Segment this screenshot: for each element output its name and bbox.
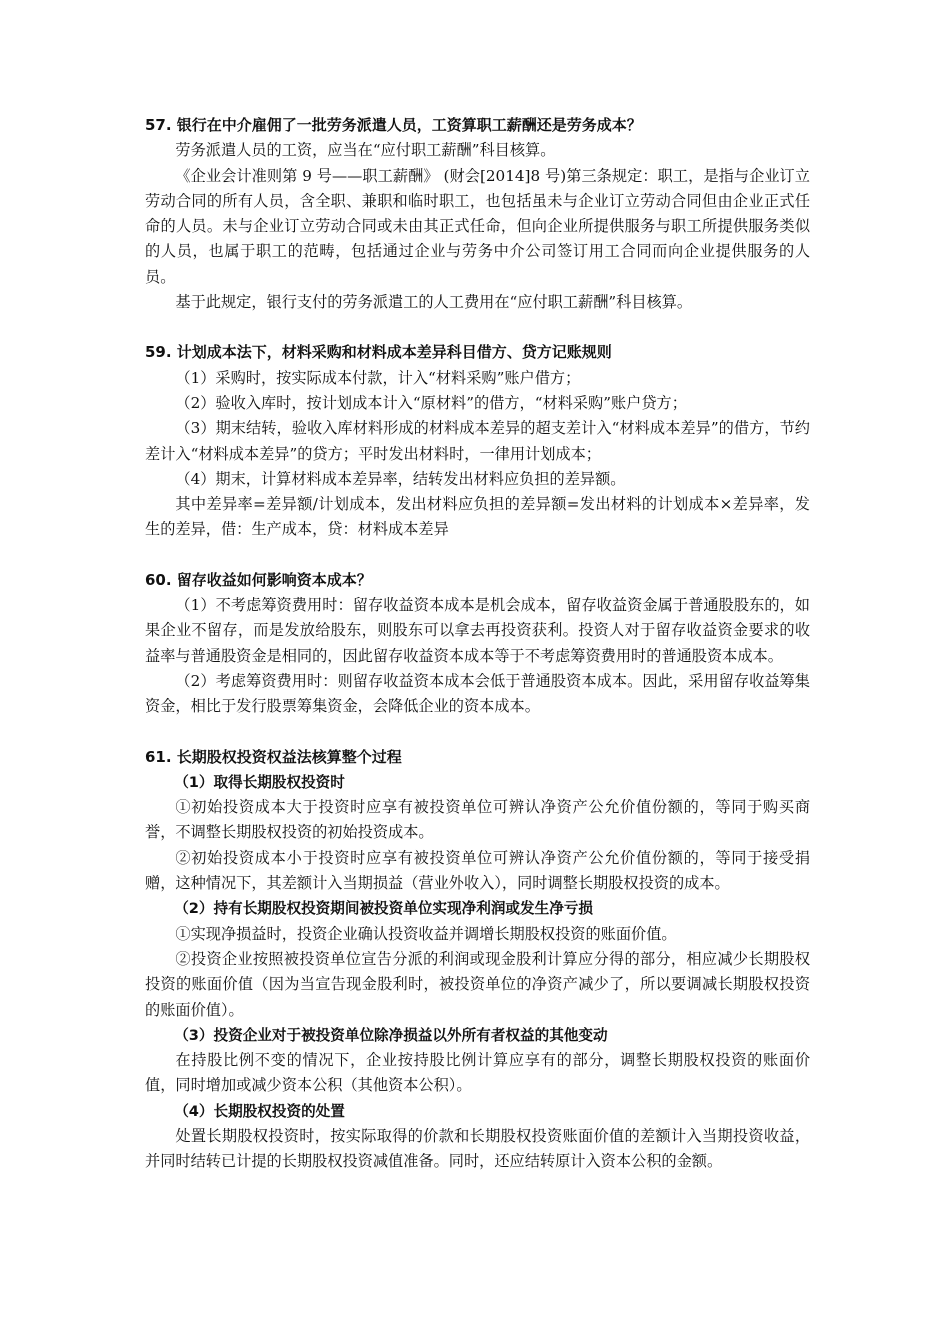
section-60 [145, 568, 810, 720]
section-spacer [145, 315, 810, 340]
section-heading: 61. 长期股权投资权益法核算整个过程 [145, 747, 402, 766]
document-body [145, 113, 810, 1175]
section-61 [145, 745, 810, 1175]
section-heading: 57. 银行在中介雇佣了一批劳务派遣人员，工资算职工薪酬还是劳务成本？ [145, 116, 642, 134]
paragraph: ②初始投资成本小于投资时应享有被投资单位可辨认净资产公允价值份额的，等同于接受捐赠，这种情况下，其差额计入当期损益（营业外收入），同时调整长期股权投资的成本。 [145, 848, 810, 893]
paragraph: （1）不考虑筹资费用时：留存收益资本成本是机会成本，留存收益资金属于普通股股东的，如果企业不留存，而是发放给股东，则股东可以拿去再投资获利。投资人对于留存收益资金要求的收益率与普通股资金是相同的，因此留存收益资本成本等于不考虑筹资费用时的普通股资本成本。 [145, 596, 810, 665]
subsection-heading: （2）持有长期股权投资期间被投资单位实现净利润或发生净亏损 [174, 900, 593, 918]
paragraph: 在持股比例不变的情况下，企业按持股比例计算应享有的部分，调整长期股权投资的账面价值，同时增加或减少资本公积（其他资本公积）。 [145, 1051, 810, 1095]
section-heading: 60. 留存收益如何影响资本成本？ [145, 570, 372, 589]
section-57 [145, 113, 810, 315]
section-spacer [145, 720, 810, 745]
paragraph: 劳务派遣人员的工资，应当在“应付职工薪酬”科目核算。 [175, 141, 556, 160]
paragraph: （3）期末结转，验收入库材料形成的材料成本差异的超支差计入“材料成本差异”的借方，节约差计入“材料成本差异”的贷方；平时发出材料时，一律用计划成本； [145, 419, 810, 463]
subsection-heading: （4）长期股权投资的处置 [174, 1102, 345, 1120]
section-59 [145, 340, 810, 542]
paragraph: 基于此规定，银行支付的劳务派遣工的人工费用在“应付职工薪酬”科目核算。 [175, 293, 693, 312]
paragraph: 处置长期股权投资时，按实际取得的价款和长期股权投资账面价值的差额计入当期投资收益，并同时结转已计提的长期股权投资减值准备。同时，还应结转原计入资本公积的金额。 [145, 1126, 810, 1171]
paragraph: 其中差异率=差异额/计划成本，发出材料应负担的差异额=发出材料的计划成本×差异率，发生的差异，借：生产成本，贷：材料成本差异 [145, 495, 810, 539]
paragraph: （2）考虑筹资费用时：则留存收益资本成本会低于普通股资本成本。因此，采用留存收益筹集资金，相比于发行股票筹集资金，会降低企业的资本成本。 [145, 671, 810, 716]
paragraph: ①实现净损益时，投资企业确认投资收益并调增长期股权投资的账面价值。 [175, 924, 677, 943]
paragraph: （4）期末，计算材料成本差异率，结转发出材料应负担的差异额。 [175, 469, 626, 488]
subsection-heading: （3）投资企业对于被投资单位除净损益以外所有者权益的其他变动 [174, 1026, 608, 1044]
section-spacer [145, 543, 810, 568]
subsection-heading: （1）取得长期股权投资时 [174, 773, 345, 791]
section-heading: 59. 计划成本法下，材料采购和材料成本差异科目借方、贷方记账规则 [145, 343, 612, 362]
paragraph: （1）采购时，按实际成本付款，计入“材料采购”账户借方； [175, 368, 581, 387]
paragraph: （2）验收入库时，按计划成本计入“原材料”的借方，“材料采购”账户贷方； [175, 393, 687, 412]
paragraph: ②投资企业按照被投资单位宣告分派的利润或现金股利计算应分得的部分，相应减少长期股权投资的账面价值（因为当宣告现金股利时，被投资单位的净资产减少了，所以要调减长期股权投资的账面价值）。 [145, 949, 810, 1019]
paragraph: ①初始投资成本大于投资时应享有被投资单位可辨认净资产公允价值份额的，等同于购买商誉，不调整长期股权投资的初始投资成本。 [145, 798, 810, 842]
paragraph: 《企业会计准则第 9 号——职工薪酬》 (财会[2014]8 号)第三条规定：职工，是指与企业订立劳动合同的所有人员，含全职、兼职和临时职工，也包括虽未与企业订立劳动合同但由企业正式任命的人员。未与企业订立劳动合同或未由其正式任命，但向企业所提供服务与职工所提供服务类似的人员，也属于职工的范畴，包括通过企业与劳务中介公司签订用工合同而向企业提供服务的人员。 [145, 166, 810, 286]
